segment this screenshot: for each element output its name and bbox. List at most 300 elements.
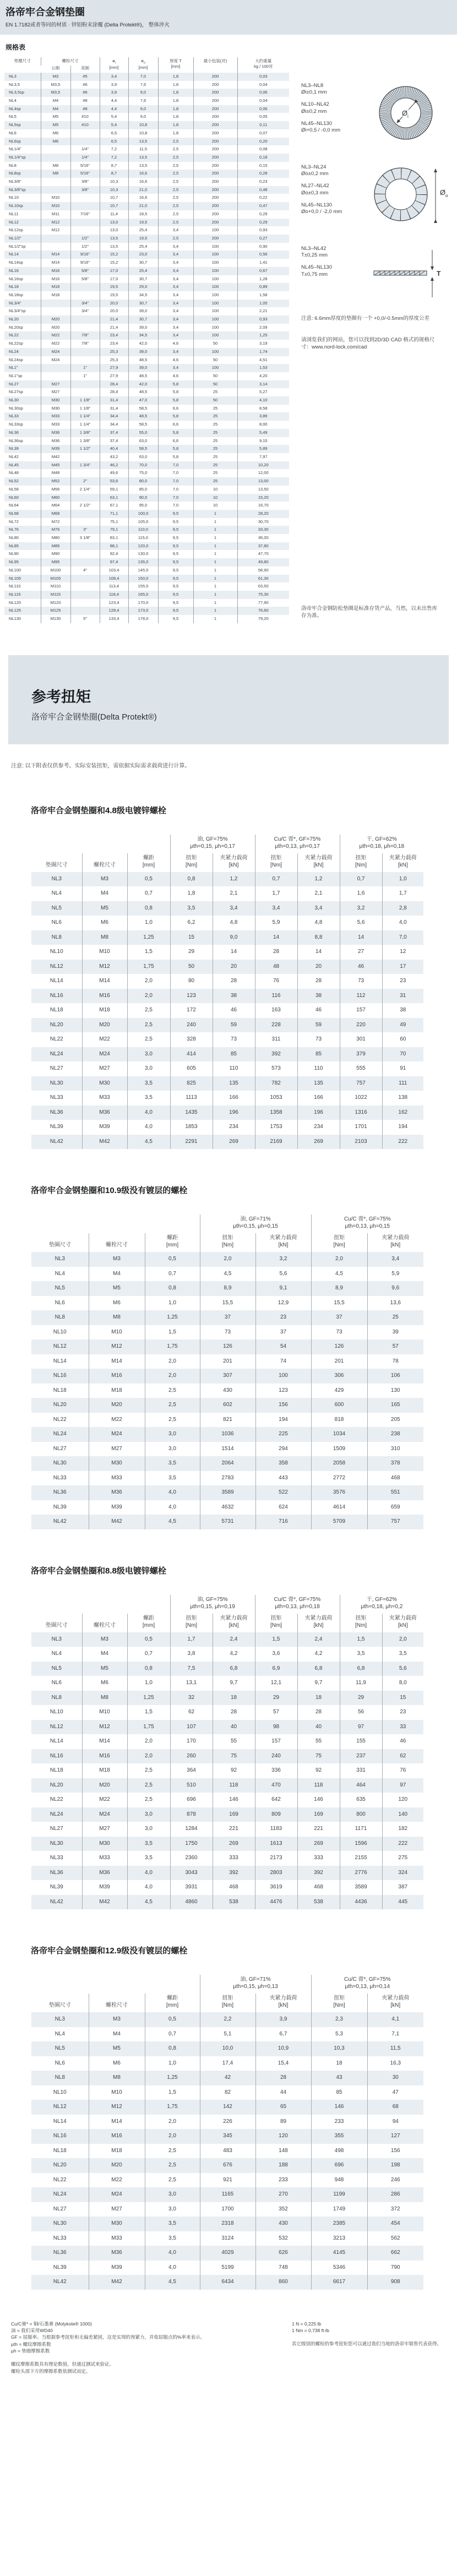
cell: 25 bbox=[193, 429, 237, 437]
cell: NL33sp bbox=[9, 422, 23, 427]
cell: 59 bbox=[213, 1018, 255, 1033]
cell: 200 bbox=[193, 105, 237, 113]
cell: 532 bbox=[255, 2231, 311, 2246]
cell: 4,5 bbox=[311, 1267, 367, 1282]
cell: NL6 bbox=[9, 130, 17, 135]
cell: NL105 bbox=[9, 575, 21, 581]
cell: 445 bbox=[382, 1895, 423, 1910]
cell: 1 bbox=[193, 510, 237, 518]
spec-table-head bbox=[4, 57, 289, 73]
cell: NL18 bbox=[53, 2147, 67, 2154]
cell: 1753 bbox=[255, 1120, 297, 1135]
cell bbox=[70, 202, 100, 210]
cell: 3,0 bbox=[145, 1427, 200, 1442]
cell: 200 bbox=[193, 145, 237, 154]
cell: 77,90 bbox=[237, 599, 289, 607]
cell: 1 1/4" bbox=[70, 421, 100, 429]
cell: 1,0 bbox=[127, 916, 170, 930]
cell: 4476 bbox=[255, 1895, 297, 1910]
cell: 16,6 bbox=[128, 170, 158, 178]
cell: 4,5 bbox=[145, 1515, 200, 1529]
cell: 42,0 bbox=[128, 380, 158, 389]
cell: M6 bbox=[41, 129, 70, 138]
cell: 200 bbox=[193, 202, 237, 210]
cell: 3124 bbox=[200, 2231, 255, 2246]
cell: 240 bbox=[170, 1018, 213, 1033]
cell: 3,4 bbox=[213, 901, 255, 916]
table-row bbox=[4, 138, 289, 146]
cell: 200 bbox=[193, 186, 237, 194]
thickness-tolerances bbox=[301, 246, 366, 284]
table-row bbox=[4, 486, 289, 494]
cell: NL22 bbox=[53, 2176, 67, 2183]
table-row bbox=[31, 2071, 423, 2085]
torque-table-head bbox=[31, 1595, 423, 1632]
cell: 0,5 bbox=[145, 2012, 200, 2027]
table-row bbox=[31, 1252, 423, 1267]
cell bbox=[70, 575, 100, 583]
cell: 166 bbox=[213, 1091, 255, 1105]
cell: 0,03 bbox=[237, 73, 289, 81]
cell: 3" bbox=[70, 526, 100, 534]
cell: 7,0 bbox=[158, 469, 193, 477]
cell: 0,47 bbox=[237, 202, 289, 210]
cell: 13,6 bbox=[367, 1296, 423, 1311]
cell: 538 bbox=[297, 1895, 340, 1910]
cell: 43 bbox=[311, 2071, 367, 2085]
cell: 1749 bbox=[311, 2202, 367, 2217]
table-row bbox=[31, 2158, 423, 2173]
column-header: 夹紧力载荷 [kN] bbox=[367, 1994, 423, 2012]
cell: NL14 bbox=[50, 1738, 63, 1745]
cell: 2 1/4" bbox=[70, 486, 100, 494]
cell: 8,7 bbox=[100, 162, 128, 170]
cell: 2,5 bbox=[158, 235, 193, 243]
cell: 1,75 bbox=[145, 1339, 200, 1354]
cell: M4 bbox=[89, 2027, 145, 2042]
cell bbox=[70, 591, 100, 599]
cell: 148 bbox=[255, 2144, 311, 2159]
cell: 9,5 bbox=[158, 510, 193, 518]
text-line: 1 N = 0,225 lb bbox=[292, 2321, 322, 2327]
table-row bbox=[4, 340, 289, 348]
cell: 8,00 bbox=[237, 421, 289, 429]
torque-table-body bbox=[31, 872, 423, 1150]
column-header: 扭矩 [Nm] bbox=[311, 1994, 367, 2012]
cell: 4,5 bbox=[200, 1267, 255, 1282]
table-row bbox=[4, 81, 289, 89]
table-row bbox=[4, 502, 289, 510]
cell: 111 bbox=[382, 1076, 423, 1091]
cell: 4632 bbox=[200, 1500, 255, 1515]
cell: 9,5 bbox=[158, 615, 193, 623]
torque-table-10-9 bbox=[31, 1215, 423, 1529]
cell: 200 bbox=[193, 89, 237, 97]
cell: 7,0 bbox=[158, 477, 193, 486]
table-row bbox=[31, 1515, 423, 1529]
cell: 112 bbox=[340, 989, 382, 1004]
cell: M42 bbox=[82, 1135, 127, 1150]
cell: 100 bbox=[193, 267, 237, 275]
cell: 18 bbox=[213, 1691, 255, 1706]
cell: NL90 bbox=[9, 551, 19, 557]
cell: 2,0 bbox=[127, 1749, 170, 1764]
column-header: 螺距 [mm] bbox=[145, 1994, 200, 2012]
cell: 200 bbox=[193, 178, 237, 186]
cell: 10,7 bbox=[100, 202, 128, 210]
footnotes bbox=[11, 2321, 446, 2375]
cell: 3,4 bbox=[367, 1252, 423, 1267]
cell: 372 bbox=[367, 2202, 423, 2217]
cell bbox=[70, 453, 100, 461]
table-row bbox=[31, 930, 423, 945]
cell: 2,5 bbox=[145, 2173, 200, 2188]
cell: 4,0 bbox=[127, 1105, 170, 1120]
cell: 13,50 bbox=[237, 486, 289, 494]
cell: M10 bbox=[41, 194, 70, 202]
cell: 3043 bbox=[170, 1866, 213, 1881]
torque-table-title-12-9: 洛帝牢合金钢垫圈和12.9级没有镀层的螺栓 bbox=[31, 1946, 188, 1956]
cell: 9,0 bbox=[213, 930, 255, 945]
cell: 15,20 bbox=[237, 494, 289, 502]
cell: NL33 bbox=[50, 1855, 63, 1861]
cell: NL8sp bbox=[9, 171, 21, 176]
cell: #8 bbox=[70, 97, 100, 105]
cell: 68 bbox=[367, 2100, 423, 2115]
table-row bbox=[31, 1456, 423, 1471]
cell: 240 bbox=[255, 1749, 297, 1764]
cell: 324 bbox=[382, 1866, 423, 1881]
cell: 3,9 bbox=[100, 89, 128, 97]
cell: 1,53 bbox=[237, 364, 289, 372]
cell: M72 bbox=[41, 518, 70, 526]
cell: 9/16" bbox=[70, 259, 100, 267]
cell: 49 bbox=[382, 1018, 423, 1033]
cell: NL22 bbox=[50, 1796, 63, 1803]
cell: 10,8 bbox=[128, 129, 158, 138]
table-row bbox=[4, 599, 289, 607]
column-header: 扭矩 [Nm] bbox=[340, 853, 382, 872]
cell: NL36 bbox=[53, 1489, 67, 1496]
cell: 1,5 bbox=[145, 1325, 200, 1340]
cell: NL36 bbox=[50, 1109, 63, 1115]
cell: 30,7 bbox=[128, 275, 158, 284]
cell: 25 bbox=[193, 421, 237, 429]
cell: 3,5 bbox=[145, 2216, 200, 2231]
cell: 0,8 bbox=[145, 2041, 200, 2056]
text-line: T±0,75 mm bbox=[301, 271, 328, 277]
cell: 89 bbox=[255, 2115, 311, 2130]
cell: M14 bbox=[41, 250, 70, 259]
cell: 3,19 bbox=[237, 340, 289, 348]
cell: 200 bbox=[193, 170, 237, 178]
cell: NL39 bbox=[53, 1504, 67, 1510]
cell: 260 bbox=[170, 1749, 213, 1764]
cell: 9,0 bbox=[128, 89, 158, 97]
cell: 5,49 bbox=[237, 429, 289, 437]
column-header: 夹紧力载荷 [kN] bbox=[367, 1233, 423, 1252]
cell: NL12 bbox=[50, 963, 63, 970]
cell: 0,93 bbox=[237, 226, 289, 235]
cell: 0,90 bbox=[237, 243, 289, 251]
cell: 37,80 bbox=[237, 542, 289, 551]
cell: M30 bbox=[89, 1456, 145, 1471]
cell: 0,27 bbox=[237, 235, 289, 243]
cell: M10 bbox=[89, 2085, 145, 2100]
torque-table-body bbox=[31, 1252, 423, 1529]
cell: 110 bbox=[213, 1061, 255, 1076]
cell: M30 bbox=[89, 2216, 145, 2231]
table-row bbox=[31, 2144, 423, 2159]
cell: 126 bbox=[200, 1339, 255, 1354]
cell: 100 bbox=[193, 324, 237, 332]
cell: 3,0 bbox=[127, 1807, 170, 1822]
cell: 15 bbox=[170, 930, 213, 945]
cell: 4,5 bbox=[127, 1895, 170, 1910]
cell: NL4 bbox=[51, 890, 62, 897]
cell: 2,5 bbox=[158, 154, 193, 162]
cell: 0,04 bbox=[237, 81, 289, 89]
cell: M16 bbox=[89, 1369, 145, 1384]
column-group-header: 油, GF=75% μth=0,15, μh=0,17 bbox=[170, 835, 255, 853]
table-row bbox=[31, 1047, 423, 1062]
cell: 25 bbox=[193, 388, 237, 396]
cell: 100,0 bbox=[128, 510, 158, 518]
cell: 33 bbox=[382, 1720, 423, 1735]
cell: 1,25 bbox=[145, 2071, 200, 2085]
cell: 9,15 bbox=[237, 437, 289, 445]
table-row bbox=[31, 1720, 423, 1735]
table-row bbox=[4, 275, 289, 284]
cell: 74 bbox=[255, 1354, 311, 1369]
cell: NL27 bbox=[9, 381, 19, 386]
cell bbox=[41, 299, 70, 308]
cell bbox=[41, 243, 70, 251]
cell bbox=[70, 518, 100, 526]
cell: 602 bbox=[200, 1398, 255, 1413]
table-row bbox=[31, 1880, 423, 1895]
cell: M105 bbox=[41, 575, 70, 583]
cell: 63,0 bbox=[128, 437, 158, 445]
cell: 5,1 bbox=[200, 2027, 255, 2042]
cell: 34,5 bbox=[128, 291, 158, 299]
cell: 2,0 bbox=[127, 974, 170, 989]
cell bbox=[70, 356, 100, 364]
column-header: 大约重量 kg / 100对 bbox=[237, 57, 289, 73]
table-row bbox=[4, 299, 289, 308]
cell: 38 bbox=[382, 1003, 423, 1018]
cell: 2,8 bbox=[382, 901, 423, 916]
text-line: NL3–NL8 bbox=[301, 82, 324, 89]
table-row bbox=[31, 1339, 423, 1354]
cell: 13,5 bbox=[128, 162, 158, 170]
cell bbox=[41, 235, 70, 243]
table-row bbox=[31, 1866, 423, 1881]
table-row bbox=[4, 380, 289, 389]
cell: M56 bbox=[41, 486, 70, 494]
cell: 48,5 bbox=[128, 412, 158, 421]
cell: NL1" bbox=[9, 365, 18, 371]
cell: 173,0 bbox=[128, 607, 158, 615]
column-header: 夹紧力载荷 [kN] bbox=[213, 1614, 255, 1632]
inner-diameter-tolerances bbox=[301, 83, 368, 140]
cell: 10,0 bbox=[200, 2041, 255, 2056]
cell: 1,0 bbox=[145, 1296, 200, 1311]
cell: 50 bbox=[193, 396, 237, 405]
cell: 4,0 bbox=[127, 1880, 170, 1895]
cell: 32 bbox=[170, 1691, 213, 1706]
cell: NL36 bbox=[53, 2250, 67, 2256]
cell: 34,4 bbox=[100, 421, 128, 429]
cell: 19,5 bbox=[100, 291, 128, 299]
cell: 9,5 bbox=[158, 550, 193, 558]
cell: 12,1 bbox=[255, 1676, 297, 1691]
column-header: 最小包装(对) bbox=[193, 57, 237, 73]
table-row bbox=[4, 267, 289, 275]
cell: 5,8 bbox=[158, 429, 193, 437]
cell: 92 bbox=[297, 1763, 340, 1778]
cell: 7,0 bbox=[158, 494, 193, 502]
cell: 23,0 bbox=[128, 250, 158, 259]
cell: 6,2 bbox=[170, 916, 213, 930]
cell: 2,5 bbox=[127, 1778, 170, 1793]
cell: M16 bbox=[82, 989, 127, 1004]
text-line: NL45–NL130 bbox=[301, 121, 332, 127]
cell: 83,1 bbox=[100, 534, 128, 542]
cell: NL10 bbox=[50, 949, 63, 955]
table-row bbox=[31, 1851, 423, 1866]
thickness-label: T bbox=[437, 269, 441, 277]
column-header: 夹紧力载荷 [kN] bbox=[382, 853, 423, 872]
cell: 2,5 bbox=[158, 219, 193, 227]
cell: 56 bbox=[340, 1705, 382, 1720]
cell: 3931 bbox=[170, 1880, 213, 1895]
cell: 4,6 bbox=[158, 356, 193, 364]
cell: 3,5 bbox=[127, 1837, 170, 1851]
cell: M39 bbox=[89, 1500, 145, 1515]
cell: 7,0 bbox=[128, 73, 158, 81]
cell: 97,4 bbox=[100, 558, 128, 567]
cell: 110 bbox=[297, 1061, 340, 1076]
cell: 200 bbox=[193, 129, 237, 138]
cell: 58,5 bbox=[128, 405, 158, 413]
cell: 25,4 bbox=[128, 267, 158, 275]
cell: 67,1 bbox=[100, 502, 128, 510]
cell: 0,29 bbox=[237, 219, 289, 227]
table-row bbox=[31, 2027, 423, 2042]
cell: 25 bbox=[193, 437, 237, 445]
table-row bbox=[31, 872, 423, 887]
cell: NL4sp bbox=[9, 106, 21, 111]
cell: 4,10 bbox=[237, 396, 289, 405]
cell: 73 bbox=[297, 1032, 340, 1047]
table-row bbox=[4, 73, 289, 81]
cell: 2,0 bbox=[145, 1354, 200, 1369]
cell: 7,97 bbox=[237, 453, 289, 461]
cell: 5,8 bbox=[158, 453, 193, 461]
cell: 15,2 bbox=[100, 259, 128, 267]
cell: 200 bbox=[193, 113, 237, 121]
cell: NL24sp bbox=[9, 357, 23, 362]
cell: 3,14 bbox=[237, 380, 289, 389]
cell: 100 bbox=[193, 226, 237, 235]
cell: 110,0 bbox=[128, 526, 158, 534]
cell: 200 bbox=[193, 219, 237, 227]
cell: 1199 bbox=[311, 2187, 367, 2202]
cell: 1,5 bbox=[127, 1705, 170, 1720]
cell: 198 bbox=[367, 2158, 423, 2173]
cell: 306 bbox=[311, 1369, 367, 1384]
cell: 3/8" bbox=[70, 178, 100, 186]
cell: 358 bbox=[255, 1456, 311, 1471]
cell: 9,5 bbox=[158, 599, 193, 607]
cell: 1 3/4" bbox=[70, 461, 100, 470]
cell: 3,4 bbox=[158, 364, 193, 372]
cell: NL20 bbox=[53, 2162, 67, 2169]
table-row bbox=[4, 129, 289, 138]
cell: M42 bbox=[89, 2275, 145, 2290]
table-row bbox=[4, 388, 289, 396]
table-row bbox=[4, 226, 289, 235]
cell: 33,30 bbox=[237, 526, 289, 534]
cell: 1,8 bbox=[158, 81, 193, 89]
cell: M4 bbox=[82, 886, 127, 901]
cell: 40 bbox=[213, 1720, 255, 1735]
cell: 9,7 bbox=[297, 1676, 340, 1691]
cell: 5/8" bbox=[70, 275, 100, 284]
cell: 44 bbox=[255, 2085, 311, 2100]
cell: 20 bbox=[213, 960, 255, 974]
cell: 85 bbox=[297, 1047, 340, 1062]
cell: 166 bbox=[297, 1091, 340, 1105]
cell: 1,8 bbox=[170, 886, 213, 901]
stock-availability-note: 洛帝牢合金钢防松垫圈是标准存货产品，当然，以未出售库存为准。 bbox=[301, 606, 438, 619]
cell: 4,0 bbox=[127, 1866, 170, 1881]
table-row bbox=[31, 1135, 423, 1150]
cell: 8,7 bbox=[100, 170, 128, 178]
cell: 333 bbox=[297, 1851, 340, 1866]
cell: 1 bbox=[193, 550, 237, 558]
cell: 85 bbox=[311, 2085, 367, 2100]
cell: 10,3 bbox=[100, 178, 128, 186]
cell: NL1/4" bbox=[9, 146, 21, 152]
table-row bbox=[4, 453, 289, 461]
cell: M8 bbox=[89, 2071, 145, 2085]
cell: NL5 bbox=[51, 905, 62, 911]
cell: 1,8 bbox=[158, 73, 193, 81]
cell: 59,1 bbox=[100, 486, 128, 494]
cell: 11,4 bbox=[100, 210, 128, 219]
cell: NL5sp bbox=[9, 122, 21, 128]
cell: NL39 bbox=[50, 1124, 63, 1130]
cell: 48,5 bbox=[128, 388, 158, 396]
cell: 118 bbox=[213, 1778, 255, 1793]
table-row bbox=[4, 145, 289, 154]
cell bbox=[70, 558, 100, 567]
cell: 429 bbox=[311, 1384, 367, 1398]
cell: M14 bbox=[89, 2115, 145, 2130]
cell: NL22 bbox=[9, 333, 19, 338]
cell: NL3 bbox=[51, 875, 62, 882]
cell: 10,8 bbox=[128, 121, 158, 129]
cell: NL3/4"sp bbox=[9, 308, 26, 314]
cell: 522 bbox=[255, 1485, 311, 1500]
cell: 2,09 bbox=[237, 324, 289, 332]
table-row bbox=[4, 477, 289, 486]
cell: 551 bbox=[367, 1485, 423, 1500]
cell: NL45 bbox=[9, 462, 19, 467]
cell: 757 bbox=[367, 1515, 423, 1529]
